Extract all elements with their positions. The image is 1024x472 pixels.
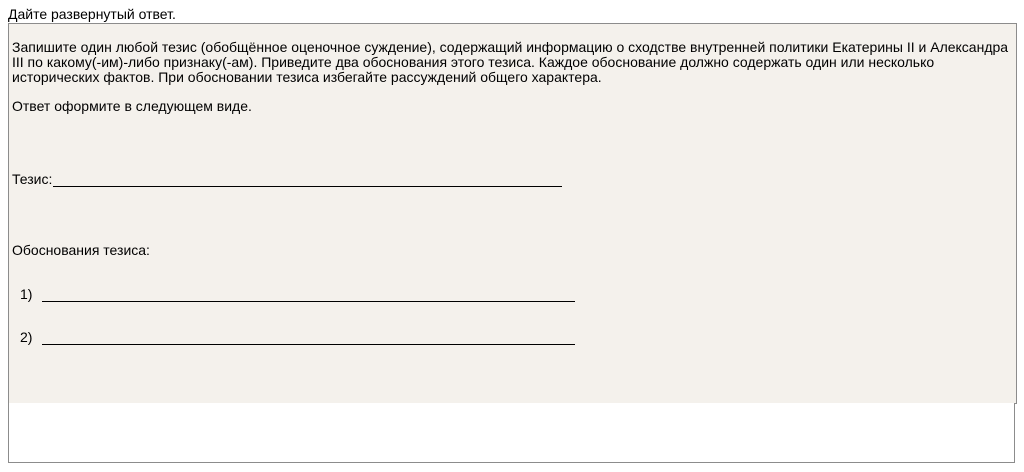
instruction-text: Дайте развернутый ответ. (8, 6, 176, 22)
justification-number: 2) (20, 329, 33, 345)
thesis-row (12, 172, 562, 187)
justification-blank-line (42, 333, 575, 345)
thesis-blank-line (53, 175, 562, 187)
justification-number: 1) (20, 286, 33, 302)
justification-row (20, 330, 575, 345)
format-note: Ответ оформите в следующем виде. (12, 98, 252, 114)
task-text: Запишите один любой тезис (обобщённое оценочное суждение), содержащий информацию о сходстве внутренней политики Екатерины II и Александра III по какому(-им)-либо признаку(-ам). Приведите два обоснования этого тезиса. Каждое обоснование должно содержать один или несколько исторических фактов. При обосновании тезиса избегайте рассуждений общего характера. (12, 39, 1009, 85)
justification-blank-line (42, 290, 575, 302)
justification-row (20, 287, 575, 302)
thesis-label: Тезис: (12, 171, 53, 187)
answer-input[interactable] (8, 403, 1015, 463)
task-card (8, 23, 1017, 404)
justifications-heading: Обоснования тезиса: (12, 242, 150, 258)
